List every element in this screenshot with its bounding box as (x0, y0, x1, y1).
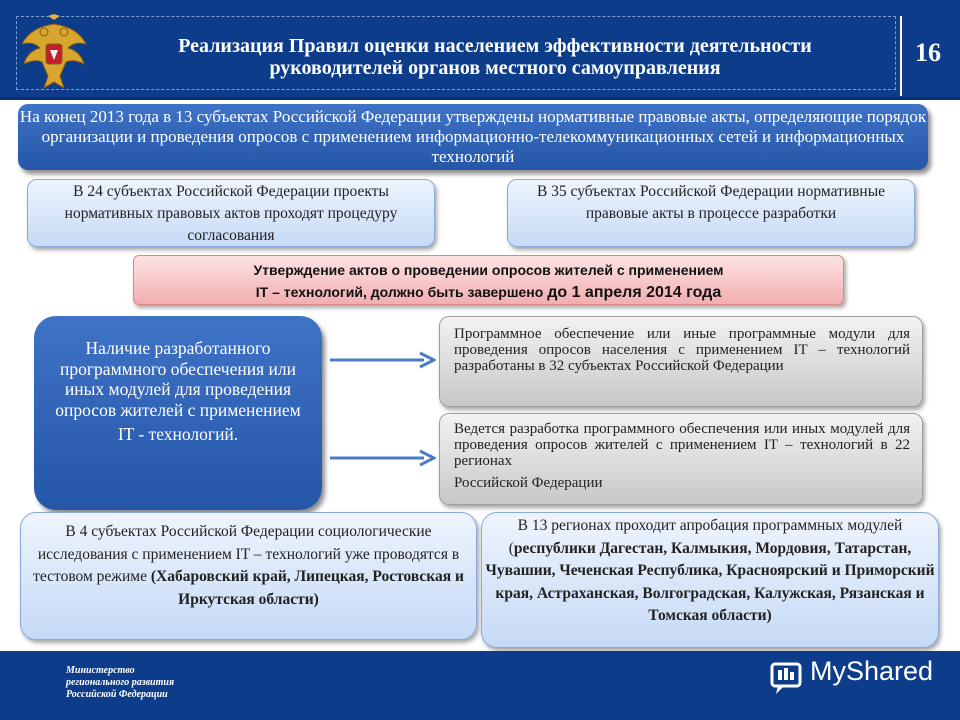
page-title (100, 35, 890, 79)
deadline-line-2 (134, 281, 843, 304)
title-line-1: Реализация Правил оценки населением эффективности деятельности (178, 35, 812, 57)
box-13-regions (481, 512, 939, 648)
box-13-text: В 13 регионах проходит апробация программных модулей ( (508, 517, 903, 557)
slide-number: 16 (915, 38, 941, 67)
ministry-line-2: регионального развития (66, 677, 175, 688)
ministry-line-3: Российской Федерации (66, 689, 168, 700)
deadline-line-1: Утверждение актов о проведении опросов жителей с применением (253, 262, 724, 278)
software-tail: IT - технологий. (117, 424, 239, 444)
box-13-close: ) (766, 607, 772, 624)
box-24-subjects (27, 179, 435, 247)
box-4-subjects (20, 512, 477, 640)
software-in-development-text: Ведется разработка программного обеспечения или иных модулей для проведения опросов жителей с применением IT – технологий в 22 регионах (454, 421, 910, 469)
ministry-line-1: Министерство (66, 665, 135, 676)
box-13-regions-list: республики Дагестан, Калмыкия, Мордовия, Татарстан, Чувашии, Чеченская Республика, Красноярский и Приморский края, Астраханская, Волгоградская, Калужская, Рязанская и Томская области (485, 539, 935, 624)
software-developed-box (439, 316, 923, 407)
myshared-logo-icon (768, 656, 808, 696)
box-35-text: В 35 субъектах Российской Федерации нормативные правовые акты в процессе разработки (536, 183, 886, 222)
title-line-2: руководителей органов местного самоуправления (269, 57, 721, 79)
software-availability-box (34, 316, 322, 510)
brand-name: MyShared (810, 656, 934, 686)
russian-coat-of-arms-icon (18, 14, 90, 94)
arrow-right-icon (328, 350, 436, 370)
summary-box-13-subjects (18, 104, 928, 170)
box-4-regions: (Хабаровский край, Липецкая, Ростовская и Иркутская области) (150, 568, 464, 608)
ministry-label (66, 665, 266, 701)
box-24-text: В 24 субъектах Российской Федерации проекты нормативных правовых актов проходят процедуру согласования (64, 183, 398, 244)
arrow-right-icon (328, 448, 436, 468)
software-developed-text: Программное обеспечение или иные программные модули для проведения опросов населения с применением IT – технологий разработаны в 32 субъектах Российской Федерации (454, 326, 910, 374)
software-in-development-line-2: Российской Федерации (454, 475, 603, 491)
box-4-text: В 4 субъектах Российской Федерации социологические исследования с применением IT – технологий уже проводятся в тестовом режиме (33, 523, 460, 585)
deadline-date: до 1 апреля 2014 года (547, 284, 722, 301)
software-text: Наличие разработанного программного обеспечения или иных модулей для проведения опросов жителей с применением (55, 338, 301, 420)
summary-text: На конец 2013 года в 13 субъектах Российской Федерации утверждены нормативные правовые акты, определяющие порядок организации и проведения опросов с применением информационно-телекоммуникационных сетей и информационных технологий (19, 107, 927, 166)
deadline-line-2-text: IT – технологий, должно быть завершено (255, 284, 548, 300)
software-in-development-box (439, 413, 923, 505)
deadline-box (133, 255, 844, 305)
box-35-subjects (507, 179, 915, 247)
